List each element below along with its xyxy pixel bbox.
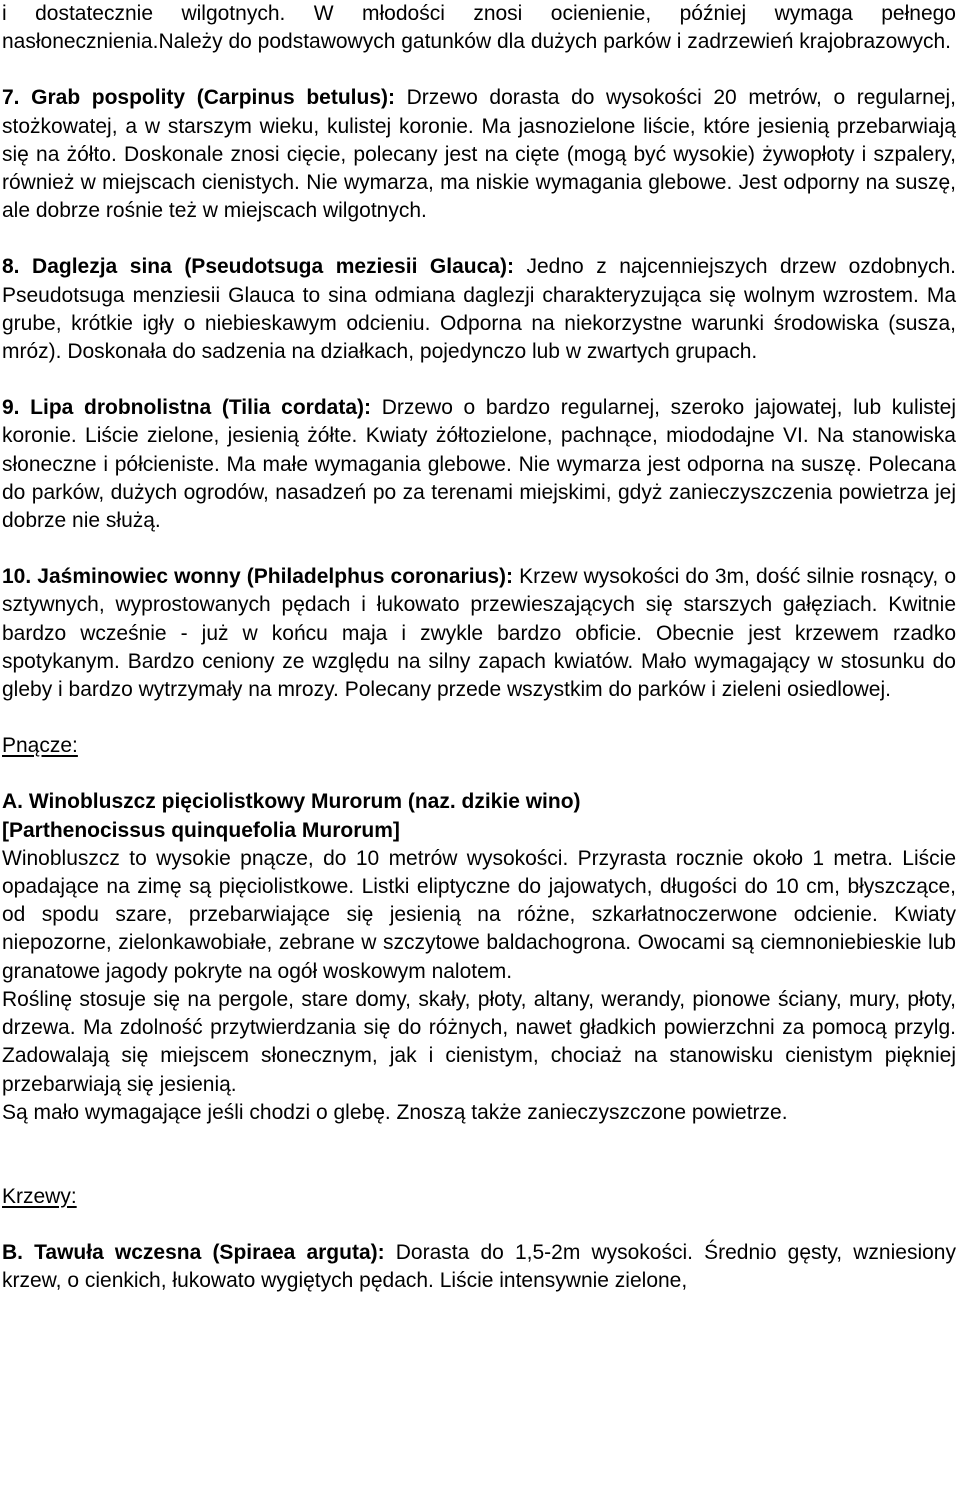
section-heading-pnacze: Pnącze: (2, 734, 78, 758)
section-heading-krzewy: Krzewy: (2, 1184, 77, 1208)
entry-b (2, 1239, 956, 1295)
spacer (2, 366, 956, 394)
entry-a-title-line2: [Parthenocissus quinquefolia Murorum] (2, 818, 400, 842)
spacer (2, 1127, 956, 1183)
entry-8-title: 8. Daglezja sina (Pseudotsuga meziesii Glauca): (2, 255, 514, 279)
entry-9-title: 9. Lipa drobnolistna (Tilia cordata): (2, 396, 372, 420)
spacer (2, 1211, 956, 1239)
entry-a-paragraph-2: Roślinę stosuje się na pergole, stare domy, skały, płoty, altany, werandy, pionowe ściany, mury, płoty, drzewa. Ma zdolność przytwierdzania się do różnych, nawet gładkich powierzchni za pomocą przylg. Zadowalają się miejscem słonecznym, jak i cienistym, chociaż na stanowisku cienistym piękniej przebarwiają się jesienią. (2, 987, 956, 1096)
entry-7-body: Drzewo dorasta do wysokości 20 metrów, o regularnej, stożkowatej, a w starszym wieku, kulistej koronie. Ma jasnozielone liście, które jesienią przebarwiają się na żółto. Doskonale znosi cięcie, polecany jest na cięte (mogą być wysokie) żywopłoty i szpalery, również w miejscach cienistych. Nie wymarza, ma niskie wymagania glebowe. Jest odporny na suszę, ale dobrze rośnie też w miejscach wilgotnych. (2, 86, 956, 223)
spacer (2, 760, 956, 788)
entry-10 (2, 563, 956, 704)
entry-10-body: Krzew wysokości do 3m, dość silnie rosnący, o sztywnych, wyprostowanych pędach i łukowato przewieszających się starszych gałęziach. Kwitnie bardzo wcześnie - już w końcu maja i zwykle bardzo obficie. Obecnie jest krzewem rzadko spotykanym. Bardzo ceniony ze względu na silny zapach kwiatów. Mało wymagający w stosunku do gleby i bardzo wytrzymały na mrozy. Polecany przede wszystkim do parków i zieleni osiedlowej. (2, 565, 956, 702)
entry-b-body: Dorasta do 1,5-2m wysokości. Średnio gęsty, wzniesiony krzew, o cienkich, łukowato wygiętych pędach. Liście intensywnie zielone, (2, 1241, 956, 1293)
entry-a-paragraph-3: Są mało wymagające jeśli chodzi o glebę. Znoszą także zanieczyszczone powietrze. (2, 1100, 788, 1124)
entry-7-title: 7. Grab pospolity (Carpinus betulus): (2, 86, 395, 110)
spacer (2, 704, 956, 732)
intro-paragraph: i dostatecznie wilgotnych. W młodości znosi ocienienie, później wymaga pełnego nasłonecznienia.Należy do podstawowych gatunków dla dużych parków i zadrzewień krajobrazowych. (2, 2, 956, 54)
entry-7 (2, 84, 956, 225)
entry-9-body: Drzewo o bardzo regularnej, szeroko jajowatej, lub kulistej koronie. Liście zielone, jesienią żółte. Kwiaty żółtozielone, pachnące, miododajne VI. Na stanowiska słoneczne i półcieniste. Ma małe wymagania glebowe. Nie wymarza jest odporna na suszę. Polecana do parków, dużych ogrodów, nasadzeń po za terenami miejskimi, gdyż zanieczyszczenia powietrza jej dobrze nie służą. (2, 396, 956, 533)
entry-10-title: 10. Jaśminowiec wonny (Philadelphus coronarius): (2, 565, 514, 589)
spacer (2, 225, 956, 253)
entry-a-title (2, 788, 956, 844)
spacer (2, 56, 956, 84)
entry-a-title-line1: A. Winobluszcz pięciolistkowy Murorum (naz. dzikie wino) (2, 790, 581, 814)
entry-b-title: B. Tawuła wczesna (Spiraea arguta): (2, 1241, 385, 1265)
entry-a-paragraph-1: Winobluszcz to wysokie pnącze, do 10 metrów wysokości. Przyrasta rocznie około 1 metra. Liście opadające na zimę są pięciolistkowe. Listki eliptyczne do jajowatych, długości do 10 cm, błyszczące, od spodu szare, przebarwiające się jesienią na różne, szkarłatnoczerwone odcienie. Kwiaty niepozorne, zielonkawobiałe, zebrane w szczytowe baldachogrona. Owocami są ciemnoniebieskie lub granatowe jagody pokryte na ogół woskowym nalotem. (2, 846, 956, 983)
entry-8 (2, 253, 956, 366)
entry-9 (2, 394, 956, 535)
entry-8-body: Jedno z najcenniejszych drzew ozdobnych. Pseudotsuga menziesii Glauca to sina odmiana daglezji charakteryzująca się wolnym wzrostem. Ma grube, krótkie igły o niebieskawym odcieniu. Odporna na niekorzystne warunki środowiska (susza, mróz). Doskonała do sadzenia na działkach, pojedynczo lub w zwartych grupach. (2, 255, 956, 364)
spacer (2, 535, 956, 563)
